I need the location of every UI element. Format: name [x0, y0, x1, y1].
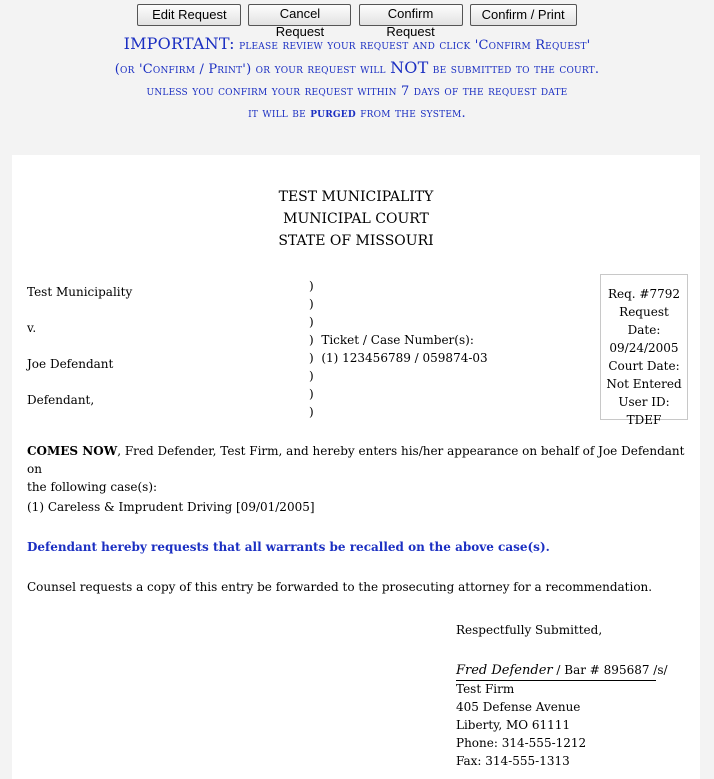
notice-not: NOT — [390, 58, 429, 77]
ticket-value: (1) 123456789 / 059874-03 — [321, 351, 488, 365]
confirm-request-button[interactable]: Confirm Request — [359, 4, 463, 26]
court-date: Not Entered — [606, 377, 682, 391]
plaintiff-name: Test Municipality — [27, 285, 133, 299]
ticket-label: Ticket / Case Number(s): — [321, 333, 474, 347]
toolbar — [0, 4, 714, 39]
edit-request-button[interactable]: Edit Request — [137, 4, 241, 26]
court-line-2: MUNICIPAL COURT — [283, 211, 429, 227]
cancel-request-button[interactable]: Cancel Request — [248, 4, 351, 26]
court-line-3: STATE OF MISSOURI — [278, 233, 434, 249]
address-line-2: Liberty, MO 61111 — [456, 718, 571, 732]
request-date: 09/24/2005 — [609, 341, 679, 355]
entry-document — [12, 155, 700, 779]
case-item: (1) Careless & Imprudent Driving [09/01/2005] — [27, 500, 315, 514]
counsel-request: Counsel requests a copy of this entry be forwarded to the prosecuting attorney for a recommendation. — [27, 580, 653, 594]
court-date-label: Court Date: — [608, 359, 680, 373]
user-id-label: User ID: — [618, 395, 670, 409]
court-line-1: TEST MUNICIPALITY — [278, 189, 434, 205]
bar-number: / Bar # 895687 /s/ — [552, 663, 668, 677]
phone-number: Phone: 314-555-1212 — [456, 736, 587, 750]
request-number: Req. #7792 — [607, 287, 681, 301]
court-header — [12, 186, 700, 252]
respectfully-submitted: Respectfully Submitted, — [456, 623, 603, 637]
notice-purged: purged — [310, 106, 356, 121]
firm-name: Test Firm — [456, 682, 515, 696]
notice-line-2: (or 'Confirm / Print') or your request will NOT be submitted to the court. — [114, 58, 600, 77]
request-date-label: Request Date: — [619, 305, 669, 337]
user-id: TDEF — [626, 413, 662, 427]
confirm-print-button[interactable]: Confirm / Print — [470, 4, 577, 26]
fax-number: Fax: 314-555-1313 — [456, 754, 570, 768]
signature-name: Fred Defender — [456, 663, 553, 678]
defendant-name: Joe Defendant — [27, 357, 114, 371]
notice-line-1: IMPORTANT: please review your request and click 'Confirm Request' — [123, 34, 591, 53]
versus-label: v. — [27, 321, 37, 335]
signature-line — [456, 661, 668, 681]
notice-important: IMPORTANT: — [123, 34, 235, 53]
address-line-1: 405 Defense Avenue — [456, 700, 581, 714]
confirmation-notice — [0, 33, 714, 125]
notice-line-4: it will be purged from the system. — [248, 106, 466, 121]
comes-now: COMES NOW — [27, 444, 118, 458]
notice-line-3: unless you confirm your request within 7 days of the request date — [146, 84, 568, 99]
warrant-request: Defendant hereby requests that all warrants be recalled on the above case(s). — [27, 540, 550, 554]
defendant-label: Defendant, — [27, 393, 95, 407]
caption-parens: ) ) ) ) Ticket / Case Number(s): ) (1) 123456789 / 059874-03 ) ) ) — [309, 279, 488, 419]
request-info-box — [600, 274, 688, 427]
appearance-paragraph: COMES NOW, Fred Defender, Test Firm, and hereby enters his/her appearance on behalf of Joe Defendant on the following case(s): — [27, 444, 685, 494]
